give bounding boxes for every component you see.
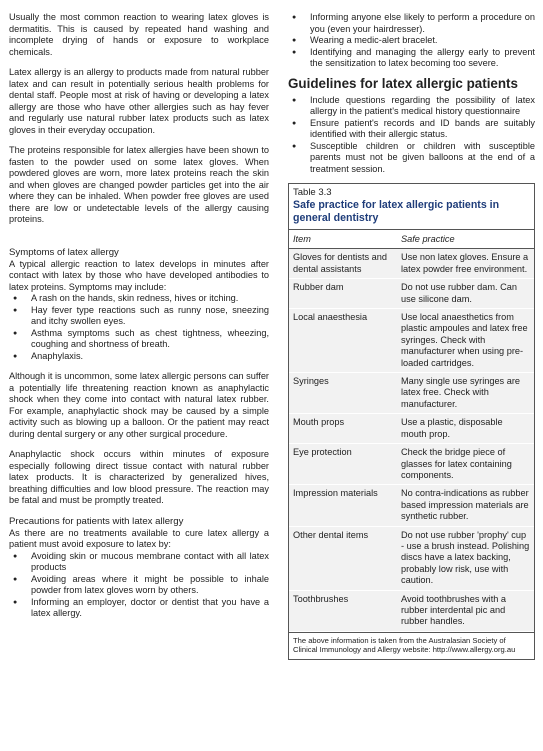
list-item: ● Identifying and managing the allergy early to prevent the sensitization to latex becoming too severe. — [288, 47, 535, 70]
table-row — [289, 414, 534, 444]
table-cell-practice: No contra-indications as rubber based impression materials are synthetic rubber. — [397, 485, 534, 526]
left-column — [9, 12, 269, 629]
table-cell-practice: Use non latex gloves. Ensure a latex powder free environment. — [397, 249, 534, 279]
paragraph-anaphylactic: Although it is uncommon, some latex allergic persons can suffer a potentially life threatening reaction known as anaphylactic shock when they come into contact with natural latex rubber. For example, anaphylactic shock may be caused by a simple activity such as blowing up a balloon. Or the patient may react during dental surgery or any other surgical procedure. — [9, 371, 269, 439]
list-item: ● Wearing a medic-alert bracelet. — [288, 35, 535, 47]
table-title: Safe practice for latex allergic patients in general dentistry — [293, 199, 500, 224]
guidelines-heading: Guidelines for latex allergic patients — [288, 75, 518, 91]
symptoms-list — [9, 293, 269, 362]
table-row — [289, 444, 534, 485]
symptoms-intro: A typical allergic reaction to latex develops in minutes after contact with latex by those who have developed antibodies to latex proteins. Symptoms may include: — [9, 258, 269, 292]
precautions-list-continued — [288, 12, 535, 70]
list-item: ● Hay fever type reactions such as runny nose, sneezing and itchy swollen eyes. — [9, 305, 269, 328]
table-cell-practice: Use a plastic, disposable mouth prop. — [397, 414, 534, 444]
paragraph-dermatitis: Usually the most common reaction to wearing latex gloves is dermatitis. This is caused by repeated hand washing and incomplete drying of hands or exposure to workplace chemicals. — [9, 12, 269, 57]
table-number: Table 3.3 — [293, 187, 332, 198]
table — [289, 230, 534, 632]
table-cell-practice: Check the bridge piece of glasses for latex containing components. — [397, 444, 534, 485]
list-item: ● Ensure patient's records and ID bands are suitably identified with their allergic status. — [288, 118, 535, 141]
guidelines-list — [288, 95, 535, 176]
table-cell-item: Gloves for dentists and dental assistants — [289, 249, 397, 279]
table-cell-practice: Avoid toothbrushes with a rubber interdental pic and rubber handles. — [397, 590, 534, 631]
list-item: ● Anaphylaxis. — [9, 351, 269, 363]
table-cell-practice: Do not use rubber dam. Can use silicone dam. — [397, 279, 534, 309]
table-row — [289, 590, 534, 631]
precautions-list — [9, 551, 269, 620]
list-item: ● Include questions regarding the possibility of latex allergy in the patient's medical history questionnaire — [288, 95, 535, 118]
table-caption — [289, 184, 534, 230]
list-item: ● Susceptible children or children with susceptible parents must not be given balloons at the end of a treatment session. — [288, 141, 535, 176]
table-row — [289, 279, 534, 309]
table-cell-practice: Many single use syringes are latex free. Check with manufacturer. — [397, 373, 534, 414]
table-row — [289, 526, 534, 590]
precautions-heading: Precautions for patients with latex allergy — [9, 515, 184, 527]
column-header-item: Item — [289, 230, 397, 249]
paragraph-proteins: The proteins responsible for latex allergies have been shown to fasten to the powder used on some latex gloves. When powdered gloves are worn, more latex proteins reach the skin and when gloves are changed powder particles get into the air where they can be inhaled. When powder free gloves are used there are low or undetectable levels of the allergy causing proteins. — [9, 145, 269, 224]
list-item: ● Avoiding areas where it might be possible to inhale powder from latex gloves worn by others. — [9, 574, 269, 597]
table-cell-item: Eye protection — [289, 444, 397, 485]
table-row — [289, 373, 534, 414]
list-item: ● Informing anyone else likely to perform a procedure on you (even your hairdresser). — [288, 12, 535, 35]
column-header-safe-practice: Safe practice — [397, 230, 534, 249]
table-source-note: The above information is taken from the Australasian Society of Clinical Immunology and Allergy website: http://www.allergy.org.au — [289, 632, 534, 659]
paragraph-anaphylactic-shock: Anaphylactic shock occurs within minutes of exposure especially following direct tissue contact with natural rubber latex products. It is characterized by generalized hives, breathing difficulties and low blood pressure. The reaction may be fatal and must be promptly treated. — [9, 449, 269, 505]
list-item: ● Informing an employer, doctor or dentist that you have a latex allergy. — [9, 597, 269, 620]
table-cell-item: Local anaesthesia — [289, 309, 397, 373]
table-cell-item: Toothbrushes — [289, 590, 397, 631]
safe-practice-table — [288, 183, 535, 660]
paragraph-latex-allergy: Latex allergy is an allergy to products made from natural rubber latex and can result in potentially serious health problems for dental staff. People most at risk of having or developing a latex allergy are those who have other allergies such as hay fever and regularly use natural rubber latex products such as latex gloves in their everyday occupation. — [9, 67, 269, 135]
symptoms-heading: Symptoms of latex allergy — [9, 246, 119, 258]
table-cell-item: Other dental items — [289, 526, 397, 590]
list-item: ● Avoiding skin or mucous membrane contact with all latex products — [9, 551, 269, 574]
table-cell-practice: Use local anaesthetics from plastic ampoules and latex free syringes. Check with manufacturer when using pre-loaded cartridges. — [397, 309, 534, 373]
table-cell-item: Syringes — [289, 373, 397, 414]
right-column — [288, 12, 535, 660]
table-row — [289, 485, 534, 526]
precautions-intro: As there are no treatments available to cure latex allergy a patient must avoid exposure to latex by: — [9, 527, 269, 549]
table-cell-item: Rubber dam — [289, 279, 397, 309]
list-item: ● A rash on the hands, skin redness, hives or itching. — [9, 293, 269, 305]
table-cell-item: Impression materials — [289, 485, 397, 526]
table-cell-item: Mouth props — [289, 414, 397, 444]
table-header-row — [289, 230, 534, 249]
table-cell-practice: Do not use rubber 'prophy' cup - use a brush instead. Polishing discs have a latex backing, probably low risk, use with caution. — [397, 526, 534, 590]
table-row — [289, 249, 534, 279]
list-item: ● Asthma symptoms such as chest tightness, wheezing, coughing and shortness of breath. — [9, 328, 269, 351]
table-row — [289, 309, 534, 373]
